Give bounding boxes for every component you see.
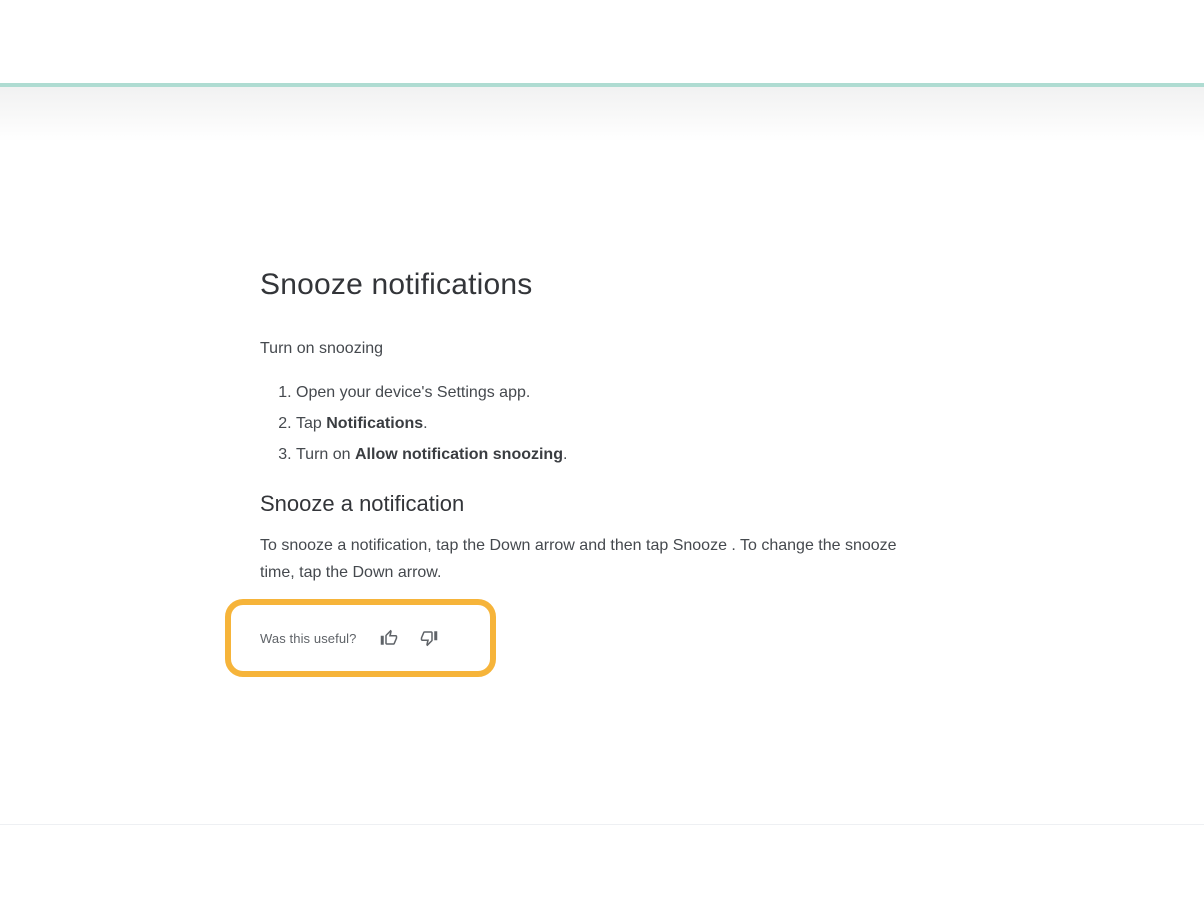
- header-scroll-shadow: [0, 87, 1204, 142]
- step-text: Turn on: [296, 446, 355, 463]
- intro-text: Turn on snoozing: [260, 340, 384, 357]
- section-body-text: To snooze a notification, tap the Down arrow and then tap Snooze . To change the snooze time, tap the Down arrow.: [260, 537, 897, 581]
- feedback-highlight-annotation: [225, 599, 496, 677]
- article-content: [0, 142, 940, 677]
- step-item: [296, 381, 940, 405]
- instruction-steps: [274, 381, 940, 467]
- footer-divider: [0, 824, 1204, 825]
- thumbs-up-button[interactable]: [380, 629, 398, 647]
- step-bold-text: Notifications: [326, 415, 424, 432]
- thumbs-down-icon: [420, 629, 438, 647]
- feedback-question-label: Was this useful?: [260, 630, 357, 646]
- step-item: [296, 412, 940, 436]
- step-text: Tap: [296, 415, 327, 432]
- feedback-widget: [260, 629, 438, 647]
- step-text: Open your device's Settings app.: [296, 384, 531, 401]
- section-title: Snooze a notification: [260, 491, 465, 516]
- step-text: .: [562, 446, 568, 463]
- step-text: .: [423, 415, 428, 432]
- step-bold-text: Allow notification snoozing: [355, 446, 563, 463]
- top-whitespace: [0, 0, 1204, 83]
- step-item: [296, 443, 940, 467]
- thumbs-up-icon: [380, 629, 398, 647]
- page-title: Snooze notifications: [260, 268, 533, 301]
- thumbs-down-button[interactable]: [420, 629, 438, 647]
